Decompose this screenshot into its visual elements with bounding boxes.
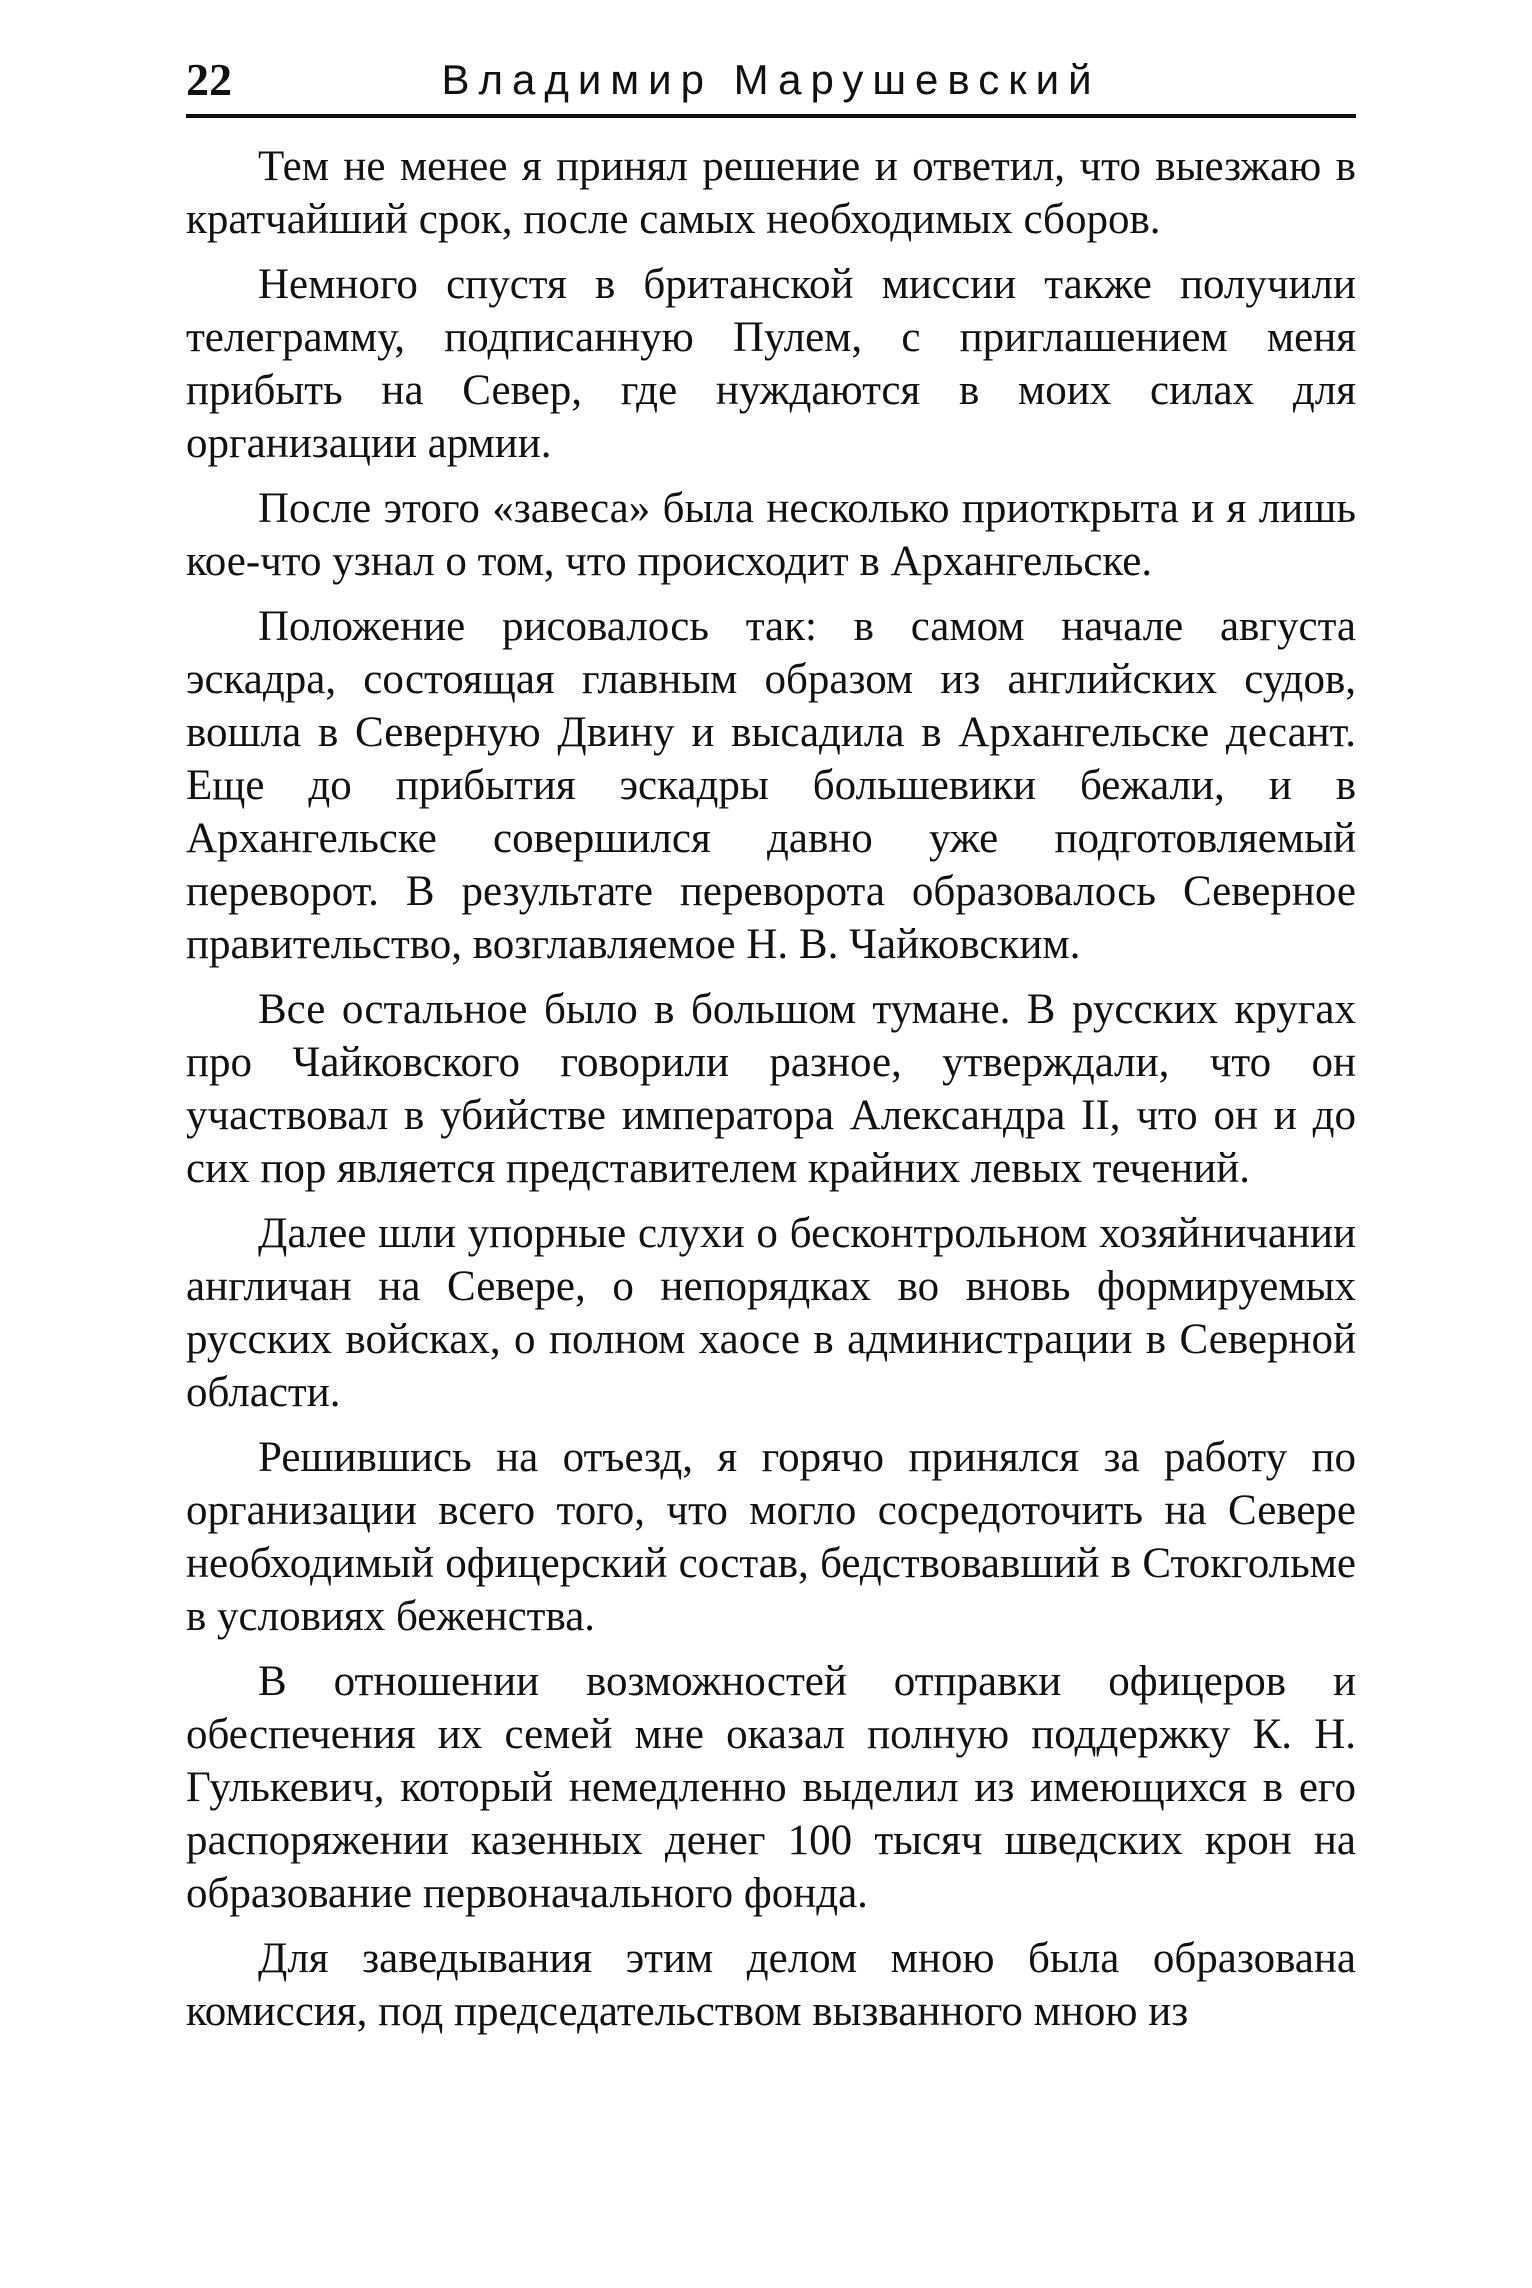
body-text <box>186 140 1356 2038</box>
book-page <box>186 52 1356 2050</box>
paragraph-7: Решившись на отъезд, я горячо принялся за работу по организации всего того, что могло сосредоточить на Севере необходимый офицерский состав, бедствовавший в Стокгольме в условиях беженства. <box>186 1434 1356 1640</box>
paragraph-3: После этого «завеса» была несколько приоткрыта и я лишь кое-что узнал о том, что происходит в Архангельске. <box>186 485 1356 585</box>
paragraph-8: В отношении возможностей отправки офицеров и обеспечения их семей мне оказал полную поддержку К. Н. Гулькевич, который немедленно выделил из имеющихся в его распоряжении казенных денег 100 тысяч шведских крон на образование первоначального фонда. <box>186 1658 1356 1917</box>
paragraph-1: Тем не менее я принял решение и ответил, что выезжаю в кратчайший срок, после самых необходимых сборов. <box>186 143 1356 243</box>
running-head-author: Владимир Марушевский <box>441 56 1101 103</box>
paragraph-5: Все остальное было в большом тумане. В русских кругах про Чайковского говорили разное, утверждали, что он участвовал в убийстве императора Александра II, что он и до сих пор является представителем крайних левых течений. <box>186 986 1356 1192</box>
page-header <box>186 52 1356 118</box>
paragraph-2: Немного спустя в британской миссии также получили телеграмму, подписанную Пулем, с приглашением меня прибыть на Север, где нуждаются в моих силах для организации армии. <box>186 261 1356 467</box>
paragraph-4: Положение рисовалось так: в самом начале августа эскадра, состоящая главным образом из английских судов, вошла в Северную Двину и высадила в Архангельске десант. Еще до прибытия эскадры большевики бежали, и в Архангельске совершился давно уже подготовляемый переворот. В результате переворота образовалось Северное правительство, возглавляемое Н. В. Чайковским. <box>186 603 1356 968</box>
paragraph-9: Для заведывания этим делом мною была образована комиссия, под председательством вызванного мною из <box>186 1935 1356 2035</box>
paragraph-6: Далее шли упорные слухи о бесконтрольном хозяйничании англичан на Севере, о непорядках во вновь формируемых русских войсках, о полном хаосе в администрации в Северной области. <box>186 1210 1356 1416</box>
page-number: 22 <box>186 54 232 105</box>
